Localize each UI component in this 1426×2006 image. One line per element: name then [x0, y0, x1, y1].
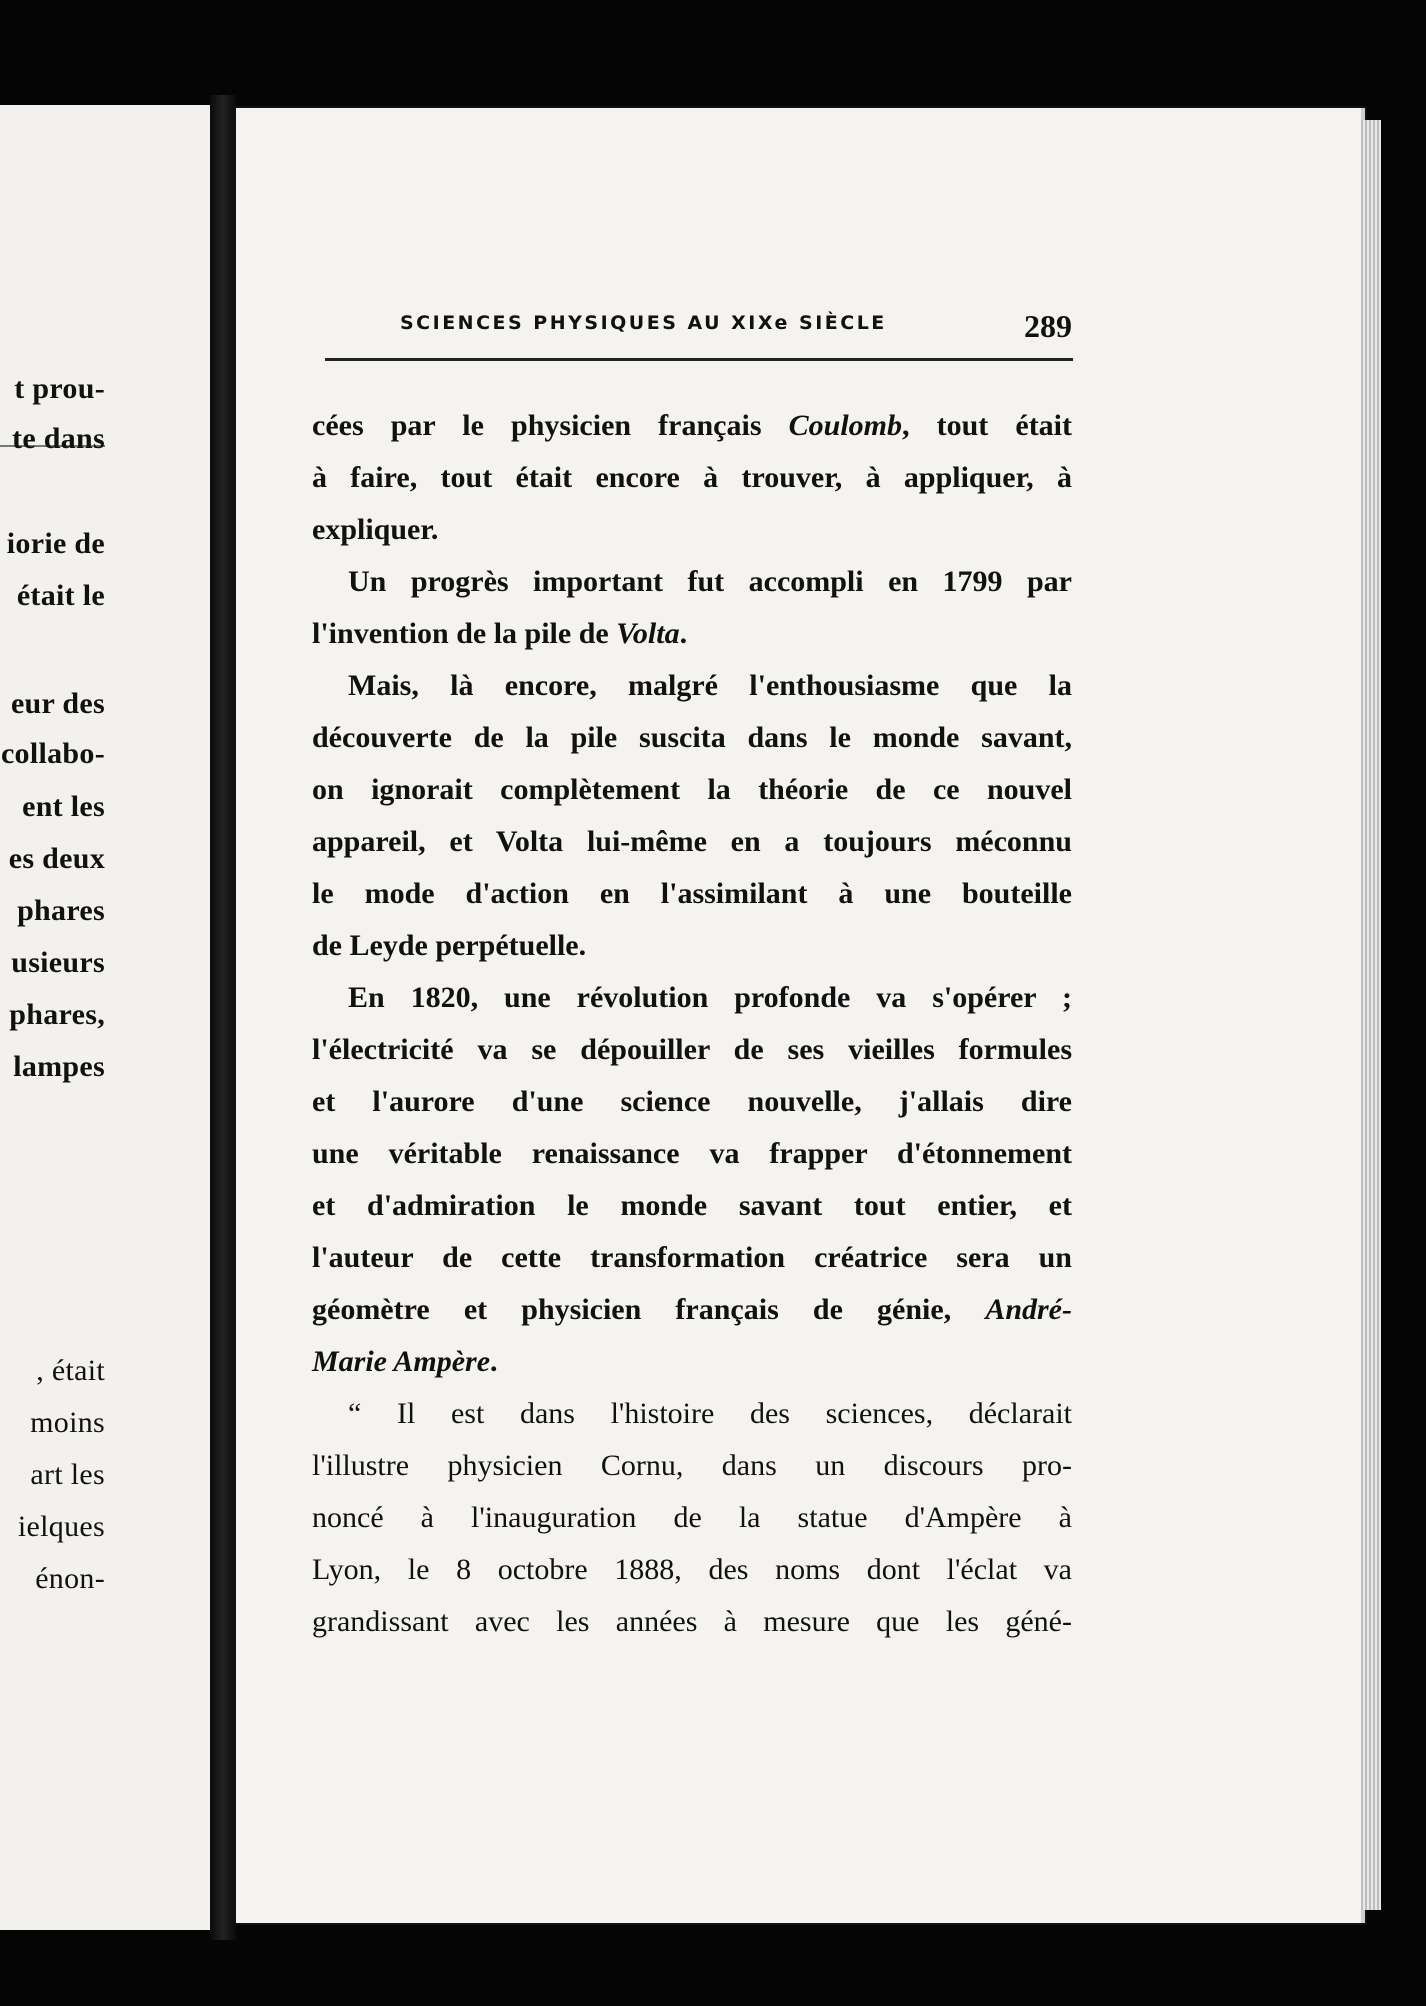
- text-segment: cées par le physicien français: [312, 409, 789, 442]
- left-page-line: phares: [17, 894, 105, 927]
- text-segment: noncé à l'inauguration de la statue d'Ampère à: [312, 1501, 1072, 1534]
- text-segment: .: [490, 1345, 498, 1378]
- text-segment: Lyon, le 8 octobre 1888, des noms dont l'éclat va: [312, 1553, 1072, 1586]
- text-segment: Marie Ampère: [312, 1345, 491, 1378]
- text-segment: expliquer.: [312, 513, 439, 546]
- text-line: [312, 764, 1072, 816]
- page-edge: [1361, 120, 1381, 1910]
- left-page-line: te dans: [12, 422, 105, 455]
- text-line: [312, 1492, 1072, 1544]
- text-line: [312, 1076, 1072, 1128]
- text-segment: et d'admiration le monde savant tout entier, et: [312, 1189, 1072, 1222]
- text-segment: l'auteur de cette transformation créatrice sera un: [312, 1241, 1072, 1274]
- left-page-line: ent les: [22, 790, 105, 823]
- text-segment: l'électricité va se dépouiller de ses vieilles formules: [312, 1033, 1072, 1066]
- text-line: [312, 452, 1072, 504]
- left-page-line: ielques: [17, 1510, 105, 1543]
- page-header: [400, 308, 1072, 348]
- text-line: [312, 556, 1072, 608]
- left-page-line: es deux: [8, 842, 105, 875]
- text-line: [312, 1232, 1072, 1284]
- text-segment: le mode d'action en l'assimilant à une bouteille: [312, 877, 1072, 910]
- text-segment: Coulomb: [788, 409, 902, 442]
- book-gutter: [210, 95, 236, 1940]
- left-page-line: énon-: [35, 1562, 105, 1595]
- text-line: [312, 1024, 1072, 1076]
- left-page-line: phares,: [9, 998, 105, 1031]
- left-page-line: était le: [16, 579, 105, 612]
- text-segment: l'illustre physicien Cornu, dans un discours pro-: [312, 1449, 1072, 1482]
- text-line: [312, 1596, 1072, 1648]
- page-number: 289: [1024, 308, 1072, 344]
- text-segment: appareil, et Volta lui-même en a toujours méconnu: [312, 825, 1072, 858]
- text-segment: Mais, là encore, malgré l'enthousiasme que la: [348, 669, 1072, 702]
- body-text: [312, 400, 1072, 1648]
- text-line: [312, 1388, 1072, 1440]
- text-line: [312, 1284, 1072, 1336]
- left-page-line: usieurs: [11, 946, 105, 979]
- left-page-line: collabo-: [0, 737, 105, 770]
- text-line: [312, 920, 1072, 972]
- text-line: [312, 1128, 1072, 1180]
- text-line: [312, 1544, 1072, 1596]
- text-segment: André-: [985, 1293, 1072, 1326]
- left-page-line: iorie de: [6, 527, 105, 560]
- text-segment: .: [679, 617, 688, 650]
- text-segment: géomètre et physicien français de génie,: [312, 1293, 986, 1326]
- text-segment: En 1820, une révolution profonde va s'opérer ;: [348, 981, 1072, 1014]
- text-line: [312, 660, 1072, 712]
- text-segment: , tout était: [902, 409, 1073, 442]
- text-segment: de Leyde perpétuelle.: [312, 929, 587, 962]
- text-line: [312, 400, 1072, 452]
- text-segment: grandissant avec les années à mesure que les géné-: [312, 1605, 1072, 1638]
- text-segment: et l'aurore d'une science nouvelle, j'allais dire: [312, 1085, 1072, 1118]
- left-page-line: moins: [30, 1406, 105, 1439]
- left-page-line: lampes: [13, 1050, 105, 1083]
- header-rule: [325, 358, 1073, 361]
- text-segment: à faire, tout était encore à trouver, à appliquer, à: [312, 461, 1072, 494]
- text-segment: découverte de la pile suscita dans le monde savant,: [312, 721, 1072, 754]
- text-segment: “ Il est dans l'histoire des sciences, déclarait: [348, 1397, 1072, 1430]
- left-page-line: t prou-: [14, 372, 105, 405]
- text-segment: Un progrès important fut accompli en 1799 par: [348, 565, 1072, 598]
- text-line: [312, 1336, 1072, 1388]
- left-page-line: eur des: [10, 687, 105, 720]
- text-line: [312, 972, 1072, 1024]
- left-page-line: , était: [36, 1354, 105, 1387]
- text-segment: Volta: [616, 617, 680, 650]
- text-line: [312, 1440, 1072, 1492]
- running-head: SCIENCES PHYSIQUES AU XIXe SIÈCLE: [400, 312, 887, 334]
- text-line: [312, 816, 1072, 868]
- text-segment: une véritable renaissance va frapper d'étonnement: [312, 1137, 1072, 1170]
- text-segment: on ignorait complètement la théorie de ce nouvel: [312, 773, 1072, 806]
- text-line: [312, 712, 1072, 764]
- left-page-line: art les: [30, 1458, 105, 1491]
- text-segment: l'invention de la pile de: [312, 617, 617, 650]
- text-line: [312, 1180, 1072, 1232]
- text-line: [312, 868, 1072, 920]
- text-line: [312, 504, 1072, 556]
- text-line: [312, 608, 1072, 660]
